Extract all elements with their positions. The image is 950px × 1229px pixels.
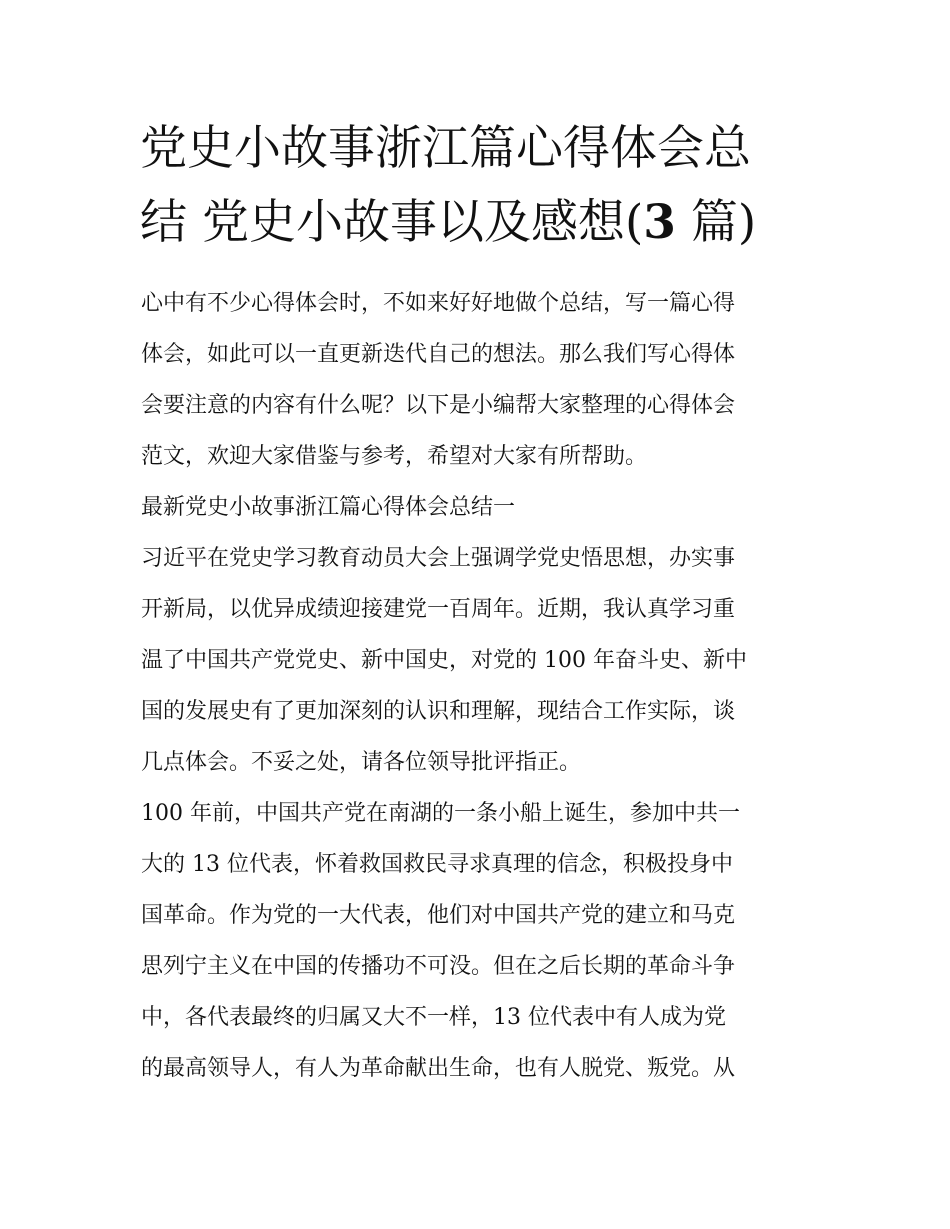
paragraph-2-line: 的最高领导人，有人为革命献出生命，也有人脱党、叛党。从 bbox=[141, 1056, 736, 1081]
title-line-2-b: 篇) bbox=[675, 195, 757, 250]
intro-line: 体会，如此可以一直更新迭代自己的想法。那么我们写心得体 bbox=[141, 342, 736, 367]
intro-line: 心中有不少心得体会时，不如来好好地做个总结，写一篇心得 bbox=[141, 291, 736, 316]
paragraph-1 bbox=[141, 533, 816, 788]
intro-line: 范文，欢迎大家借鉴与参考，希望对大家有所帮助。 bbox=[141, 444, 648, 469]
title-line-1: 党史小故事浙江篇心得体会总 bbox=[140, 121, 751, 176]
section-heading: 最新党史小故事浙江篇心得体会总结一 bbox=[141, 495, 516, 520]
paragraph-1-line: 国的发展史有了更加深刻的认识和理解，现结合工作实际，谈 bbox=[141, 699, 736, 724]
intro-paragraph bbox=[141, 278, 816, 482]
paragraph-2-line: 100 年前，中国共产党在南湖的一条小船上诞生，参加中共一 bbox=[141, 801, 740, 826]
paragraph-1-line: 开新局，以优异成绩迎接建党一百周年。近期，我认真学习重 bbox=[141, 597, 736, 622]
paragraph-2 bbox=[141, 788, 816, 1094]
paragraph-2-line: 国革命。作为党的一大代表，他们对中国共产党的建立和马克 bbox=[141, 903, 736, 928]
paragraph-2-line: 大的 13 位代表，怀着救国救民寻求真理的信念，积极投身中 bbox=[141, 852, 733, 877]
document-title bbox=[140, 112, 830, 260]
title-count: 3 bbox=[643, 195, 676, 250]
paragraph-2-line: 思列宁主义在中国的传播功不可没。但在之后长期的革命斗争 bbox=[141, 954, 736, 979]
document-body bbox=[141, 278, 816, 1094]
paragraph-1-line: 几点体会。不妥之处，请各位领导批评指正。 bbox=[141, 750, 582, 775]
paragraph-2-line: 中，各代表最终的归属又大不一样，13 位代表中有人成为党 bbox=[141, 1005, 726, 1030]
intro-line: 会要注意的内容有什么呢？以下是小编帮大家整理的心得体会 bbox=[141, 393, 736, 418]
title-line-2 bbox=[140, 186, 830, 260]
paragraph-1-line: 温了中国共产党党史、新中国史，对党的 100 年奋斗史、新中 bbox=[141, 648, 747, 673]
paragraph-1-line: 习近平在党史学习教育动员大会上强调学党史悟思想，办实事 bbox=[141, 546, 736, 571]
title-line-2-a: 结 党史小故事以及感想( bbox=[140, 195, 644, 250]
